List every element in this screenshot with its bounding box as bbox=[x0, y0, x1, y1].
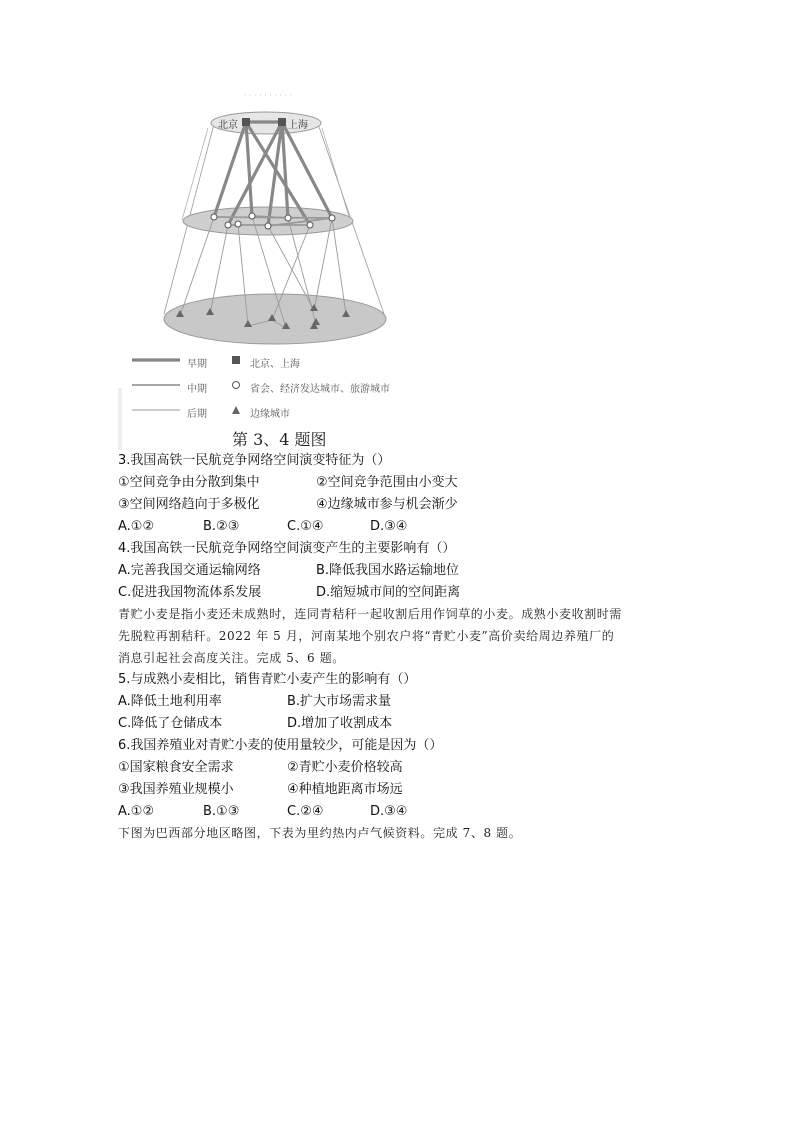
legend-square-label: 北京、上海 bbox=[250, 359, 300, 370]
q5-choice-b: B.扩大市场需求量 bbox=[287, 694, 392, 709]
q6-item-1: ①国家粮食安全需求 bbox=[118, 760, 234, 775]
bottom-layer-ellipse bbox=[164, 294, 386, 344]
q4-choice-c: C.促进我国物流体系发展 bbox=[118, 585, 262, 600]
legend-circle-icon bbox=[233, 382, 240, 389]
legend-square-icon bbox=[232, 356, 240, 364]
legend-triangle-label: 边缘城市 bbox=[250, 409, 290, 420]
legend-early-label: 早期 bbox=[187, 359, 207, 370]
q3-item-4: ④边缘城市参与机会渐少 bbox=[316, 497, 458, 512]
q6-choice-b: B.①③ bbox=[203, 804, 240, 819]
q6-item-2: ②青贮小麦价格较高 bbox=[287, 760, 403, 775]
q3-choice-c: C.①④ bbox=[287, 519, 324, 534]
legend-late-label: 后期 bbox=[187, 409, 207, 420]
q4-choice-b: B.降低我国水路运输地位 bbox=[316, 563, 460, 578]
passage2-line: 下图为巴西部分地区略图，下表为里约热内卢气候资料。完成 7、8 题。 bbox=[118, 826, 522, 840]
q6-choice-a: A.①② bbox=[118, 804, 155, 819]
q3-item-2: ②空间竞争范围由小变大 bbox=[316, 475, 458, 490]
figure-caption: 第 3、4 题图 bbox=[232, 430, 327, 449]
shanghai-label: 上海 bbox=[288, 120, 308, 131]
q3-item-1: ①空间竞争由分散到集中 bbox=[118, 475, 260, 490]
beijing-label: 北京 bbox=[218, 120, 238, 131]
q3-choice-d: D.③④ bbox=[370, 519, 408, 534]
legend-circle-label: 省会、经济发达城市、旅游城市 bbox=[250, 384, 390, 395]
q3-stem: 3.我国高铁一民航竞争网络空间演变特征为（） bbox=[118, 453, 391, 468]
passage1-line-1: 青贮小麦是指小麦还未成熟时，连同青秸秆一起收割后用作饲草的小麦。成熟小麦收割时需 bbox=[118, 607, 623, 621]
q6-stem: 6.我国养殖业对青贮小麦的使用量较少，可能是因为（） bbox=[118, 738, 443, 753]
q4-choice-a: A.完善我国交通运输网络 bbox=[118, 563, 261, 578]
legend-mid-label: 中期 bbox=[187, 384, 207, 395]
q5-choice-d: D.增加了收割成本 bbox=[287, 716, 393, 731]
q6-choice-c: C.②④ bbox=[287, 804, 324, 819]
q3-item-3: ③空间网络趋向于多极化 bbox=[118, 497, 260, 512]
q4-stem: 4.我国高铁一民航竞争网络空间演变产生的主要影响有（） bbox=[118, 541, 456, 556]
passage1-line-3: 消息引起社会高度关注。完成 5、6 题。 bbox=[118, 651, 345, 665]
passage1-line-2: 先脱粒再割秸秆。2022 年 5 月，河南某地个别农户将“青贮小麦”高价卖给周边养殖厂的 bbox=[118, 629, 615, 643]
shanghai-square-marker bbox=[278, 118, 286, 126]
q6-choice-d: D.③④ bbox=[370, 804, 408, 819]
scan-shadow bbox=[118, 388, 122, 450]
q5-stem: 5.与成熟小麦相比，销售青贮小麦产生的影响有（） bbox=[118, 672, 417, 687]
q6-item-3: ③我国养殖业规模小 bbox=[118, 782, 234, 797]
legend-triangle-icon bbox=[232, 406, 240, 414]
frustum-inner-left bbox=[182, 128, 208, 220]
network-diagram bbox=[118, 88, 418, 450]
q3-choice-a: A.①② bbox=[118, 519, 155, 534]
q6-item-4: ④种植地距离市场远 bbox=[287, 782, 403, 797]
q5-choice-a: A.降低土地利用率 bbox=[118, 694, 222, 709]
q4-choice-d: D.缩短城市间的空间距离 bbox=[316, 585, 461, 600]
beijing-square-marker bbox=[242, 118, 250, 126]
q5-choice-c: C.降低了仓储成本 bbox=[118, 716, 223, 731]
faint-header-text: · · · · · · · · · · bbox=[243, 91, 293, 100]
network-figure bbox=[118, 88, 418, 450]
q3-choice-b: B.②③ bbox=[203, 519, 240, 534]
